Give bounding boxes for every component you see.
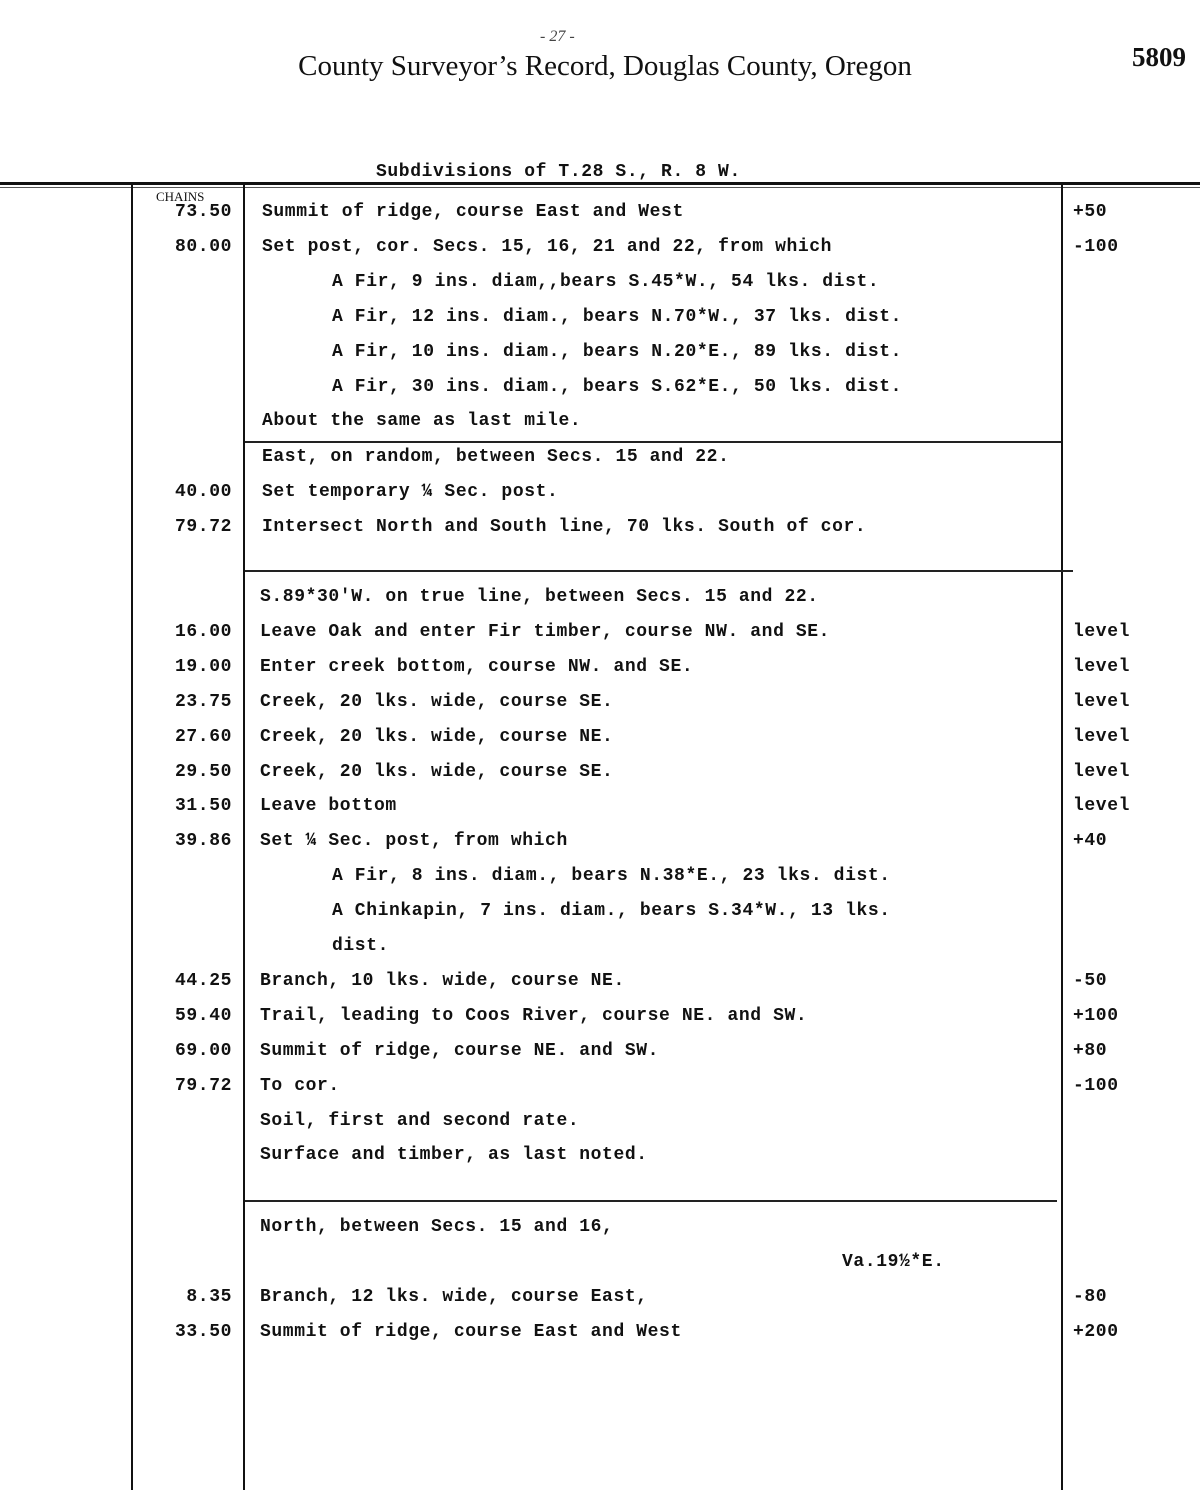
elevation-column-rule [1061, 185, 1063, 1490]
chain-value: 79.72 [174, 516, 232, 537]
elevation-value: level [1073, 761, 1131, 782]
chains-column-rule [243, 185, 245, 1490]
entry-text: To cor. [260, 1075, 340, 1096]
entry-text: About the same as last mile. [262, 411, 582, 432]
entry-text: Intersect North and South line, 70 lks. South of cor. [262, 516, 867, 537]
entry-text: Branch, 10 lks. wide, course NE. [260, 970, 625, 991]
chain-value: 8.35 [186, 1286, 232, 1307]
entry-text: A Fir, 12 ins. diam., bears N.70*W., 37 lks. dist. [332, 306, 903, 327]
chain-value: 44.25 [174, 970, 232, 991]
chain-value: 23.75 [174, 691, 232, 712]
entry-text: A Chinkapin, 7 ins. diam., bears S.34*W., 13 lks. [332, 901, 891, 922]
elevation-value: level [1073, 796, 1131, 817]
entry-text: Leave bottom [260, 796, 397, 817]
entry-text: Leave Oak and enter Fir timber, course NW. and SE. [260, 621, 831, 642]
entry-text: Creek, 20 lks. wide, course NE. [260, 726, 614, 747]
elevation-value: level [1073, 621, 1131, 642]
elevation-value: +80 [1073, 1040, 1108, 1061]
elevation-value: -80 [1073, 1286, 1108, 1307]
entry-text: Soil, first and second rate. [260, 1110, 580, 1131]
page-number: 5809 [1132, 42, 1186, 72]
entry-text: Set ¼ Sec. post, from which [260, 831, 568, 852]
chain-value: 80.00 [174, 236, 232, 257]
chain-value: 39.86 [174, 831, 232, 852]
elevation-value: level [1073, 726, 1131, 747]
page-title: County Surveyor’s Record, Douglas County, Oregon [298, 50, 912, 82]
elevation-value: +100 [1073, 1005, 1119, 1026]
elevation-value: -100 [1073, 236, 1119, 257]
entry-text: Creek, 20 lks. wide, course SE. [260, 761, 614, 782]
entry-text: North, between Secs. 15 and 16, [260, 1217, 614, 1237]
entry-text: dist. [332, 936, 390, 956]
entry-text: Va.19½*E. [842, 1251, 945, 1272]
elevation-value: +50 [1073, 202, 1108, 222]
entry-text: Set post, cor. Secs. 15, 16, 21 and 22, from which [262, 236, 833, 257]
entry-text: A Fir, 8 ins. diam., bears N.38*E., 23 lks. dist. [332, 866, 891, 887]
entry-text: Enter creek bottom, course NW. and SE. [260, 656, 694, 677]
entry-text: Creek, 20 lks. wide, course SE. [260, 691, 614, 712]
chain-value: 73.50 [174, 202, 232, 222]
elevation-value: +40 [1073, 831, 1108, 852]
entry-text: Summit of ridge, course NE. and SW. [260, 1040, 660, 1061]
entry-text: Trail, leading to Coos River, course NE. and SW. [260, 1005, 808, 1026]
chain-value: 27.60 [174, 726, 232, 747]
entry-text: Set temporary ¼ Sec. post. [262, 481, 559, 502]
subtitle: Subdivisions of T.28 S., R. 8 W. [376, 162, 741, 182]
chain-value: 40.00 [174, 481, 232, 502]
elevation-value: -100 [1073, 1075, 1119, 1096]
elevation-value: +200 [1073, 1321, 1119, 1342]
chain-value: 33.50 [174, 1321, 232, 1342]
entry-text: A Fir, 10 ins. diam., bears N.20*E., 89 lks. dist. [332, 341, 903, 362]
left-margin-rule [131, 185, 133, 1490]
entry-text: A Fir, 30 ins. diam., bears S.62*E., 50 lks. dist. [332, 376, 903, 397]
section-divider [245, 1200, 1057, 1202]
header-rule [0, 182, 1200, 185]
section-divider [245, 441, 1061, 443]
chain-value: 79.72 [174, 1075, 232, 1096]
chain-value: 31.50 [174, 796, 232, 817]
entry-text: East, on random, between Secs. 15 and 22. [262, 447, 730, 467]
elevation-value: -50 [1073, 970, 1108, 991]
entry-text: A Fir, 9 ins. diam,,bears S.45*W., 54 lks. dist. [332, 271, 880, 292]
elevation-value: level [1073, 656, 1131, 677]
chain-value: 16.00 [174, 621, 232, 642]
chain-value: 19.00 [174, 656, 232, 677]
page-mark: - 27 - [540, 28, 575, 45]
section-divider [245, 570, 1073, 572]
entry-text: Surface and timber, as last noted. [260, 1145, 648, 1166]
elevation-value: level [1073, 691, 1131, 712]
header-rule-thin [0, 187, 1200, 188]
chain-value: 69.00 [174, 1040, 232, 1061]
chain-value: 29.50 [174, 761, 232, 782]
entry-text: Summit of ridge, course East and West [262, 202, 684, 222]
chains-label: CHAINS [156, 189, 205, 204]
entry-text: Branch, 12 lks. wide, course East, [260, 1286, 648, 1307]
chain-value: 59.40 [174, 1005, 232, 1026]
entry-text: Summit of ridge, course East and West [260, 1321, 682, 1342]
entry-text: S.89*30'W. on true line, between Secs. 15 and 22. [260, 587, 819, 607]
